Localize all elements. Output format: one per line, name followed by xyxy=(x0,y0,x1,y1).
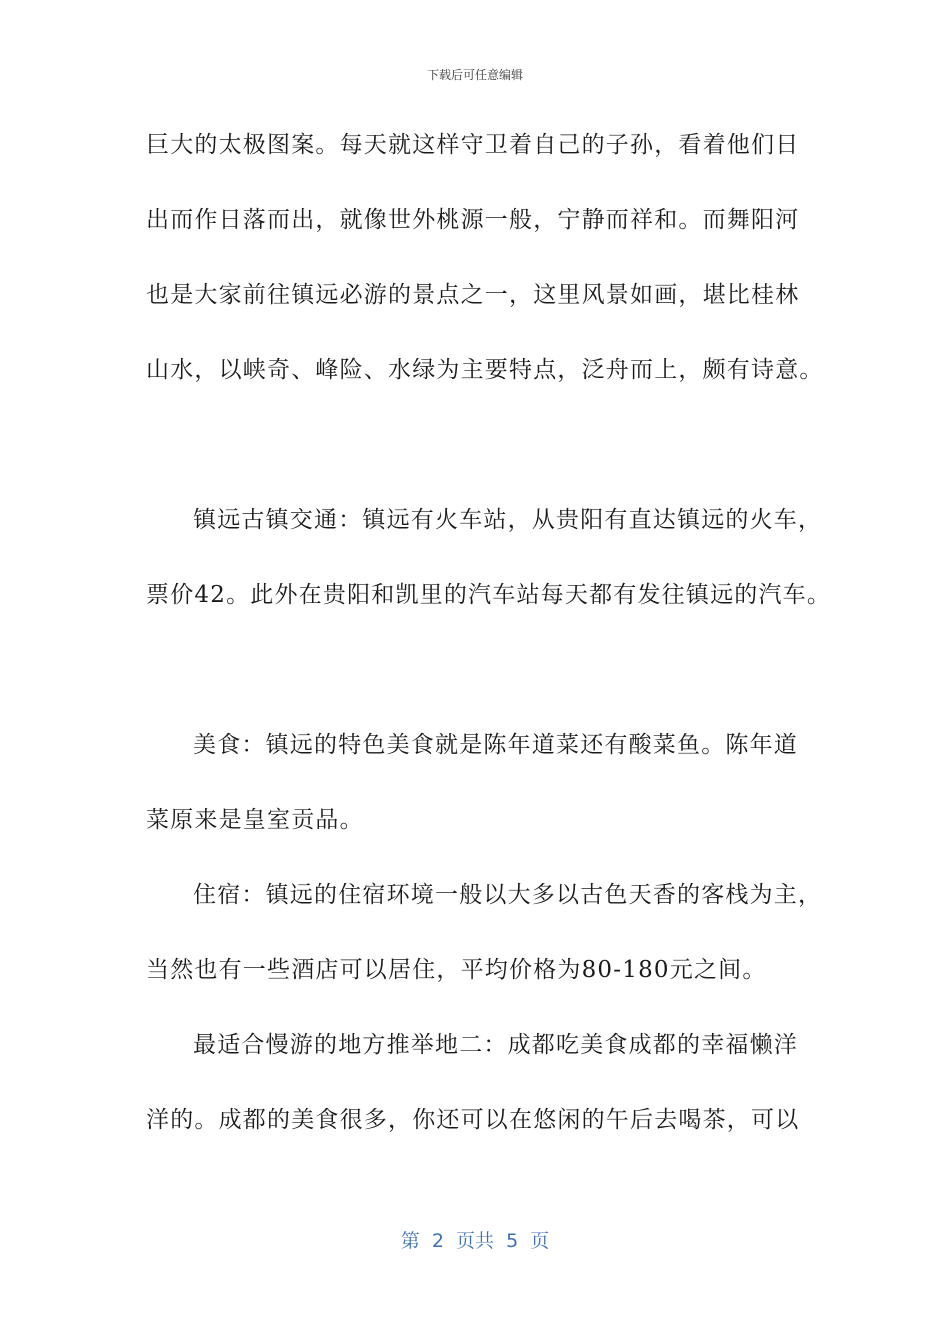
paragraph-line: 洋的。成都的美食很多，你还可以在悠闲的午后去喝茶，可以 xyxy=(146,1107,800,1133)
paragraph-line: 当然也有一些酒店可以居住，平均价格为80-180元之间。 xyxy=(146,957,767,983)
paragraph-line: 出而作日落而出，就像世外桃源一般，宁静而祥和。而舞阳河 xyxy=(146,207,800,233)
paragraph-line: 美食：镇远的特色美食就是陈年道菜还有酸菜鱼。陈年道 xyxy=(193,732,798,758)
paragraph-line: 最适合慢游的地方推举地二：成都吃美食成都的幸福懒洋 xyxy=(193,1032,798,1058)
paragraph-line: 票价42。此外在贵阳和凯里的汽车站每天都有发往镇远的汽车。 xyxy=(146,582,832,608)
paragraph-line: 菜原来是皇室贡品。 xyxy=(146,807,364,833)
paragraph-line: 住宿：镇远的住宿环境一般以大多以古色天香的客栈为主， xyxy=(193,882,823,908)
page-header: 下载后可任意编辑 xyxy=(426,68,523,82)
paragraph-line: 镇远古镇交通：镇远有火车站，从贵阳有直达镇远的火车， xyxy=(193,507,823,533)
page-number-footer: 第 2 页共 5 页 xyxy=(400,1230,550,1252)
paragraph-line: 山水，以峡奇、峰险、水绿为主要特点，泛舟而上，颇有诗意。 xyxy=(146,357,824,383)
paragraph-line: 巨大的太极图案。每天就这样守卫着自己的子孙，看着他们日 xyxy=(146,132,800,158)
paragraph-line: 也是大家前往镇远必游的景点之一，这里风景如画，堪比桂林 xyxy=(146,282,800,308)
